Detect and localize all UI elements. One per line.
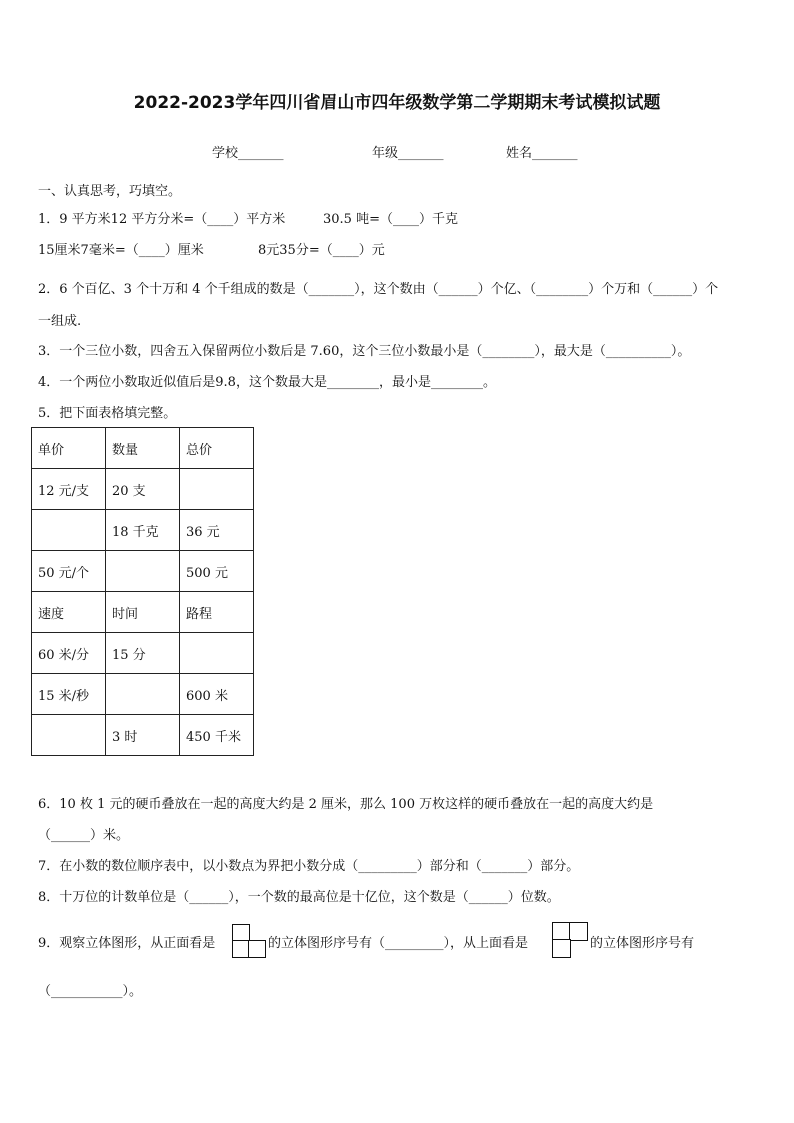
table-cell: 50 元/个 — [32, 551, 106, 592]
question-8: 8．十万位的计数单位是（______），一个数的最高位是十亿位，这个数是（______）位数。 — [38, 890, 560, 905]
table-cell: 15 分 — [106, 633, 180, 674]
table-cell: 12 元/支 — [32, 469, 106, 510]
table-cell: 15 米/秒 — [32, 674, 106, 715]
page-title: 2022-2023学年四川省眉山市四年级数学第二学期期末考试模拟试题 — [133, 93, 661, 113]
name-field: 姓名_______ — [506, 146, 578, 161]
table-cell: 18 千克 — [106, 510, 180, 551]
question-1-part-d: 8元35分=（____）元 — [258, 243, 385, 258]
table-cell — [106, 674, 180, 715]
table-row — [32, 428, 254, 469]
table-cell: 3 时 — [106, 715, 180, 756]
table-row — [32, 633, 254, 674]
question-7: 7．在小数的数位顺序表中，以小数点为界把小数分成（_________）部分和（_______）部分。 — [38, 859, 580, 874]
table-row — [32, 715, 254, 756]
table-cell: 单价 — [32, 428, 106, 469]
table-cell — [180, 469, 254, 510]
front-view-shape-icon — [232, 924, 266, 958]
question-9-part-2: 的立体图形序号有（_________），从上面看是 — [268, 936, 529, 951]
table-cell: 时间 — [106, 592, 180, 633]
question-1-part-a: 1．9 平方米12 平方分米=（____）平方米 — [38, 212, 286, 227]
question-2-line-1: 2．6 个百亿、3 个十万和 4 个千组成的数是（_______），这个数由（______）个亿、（________）个万和（______）个 — [38, 282, 719, 297]
fill-table — [31, 427, 254, 756]
question-9-part-1: 9．观察立体图形，从正面看是 — [38, 936, 216, 951]
question-4: 4．一个两位小数取近似值后是9.8，这个数最大是________，最小是________。 — [38, 375, 496, 390]
section-heading: 一、认真思考，巧填空。 — [38, 184, 182, 199]
question-1-part-c: 15厘米7毫米=（____）厘米 — [38, 243, 204, 258]
table-cell: 36 元 — [180, 510, 254, 551]
question-9-line-2: （___________）。 — [38, 984, 143, 999]
table-cell: 500 元 — [180, 551, 254, 592]
table-cell — [32, 510, 106, 551]
question-3: 3．一个三位小数，四舍五入保留两位小数后是 7.60，这个三位小数最小是（________），最大是（__________）。 — [38, 344, 691, 359]
table-cell: 路程 — [180, 592, 254, 633]
grade-field: 年级_______ — [372, 146, 444, 161]
table-cell: 20 支 — [106, 469, 180, 510]
table-cell: 450 千米 — [180, 715, 254, 756]
table-cell: 600 米 — [180, 674, 254, 715]
question-6-line-2: （______）米。 — [38, 828, 130, 843]
question-1-part-b: 30.5 吨=（____）千克 — [323, 212, 458, 227]
table-row — [32, 592, 254, 633]
table-row — [32, 551, 254, 592]
table-cell: 60 米/分 — [32, 633, 106, 674]
table-cell — [180, 633, 254, 674]
table-cell — [106, 551, 180, 592]
question-9-part-3: 的立体图形序号有 — [590, 936, 695, 951]
question-6-line-1: 6．10 枚 1 元的硬币叠放在一起的高度大约是 2 厘米，那么 100 万枚这样的硬币叠放在一起的高度大约是 — [38, 797, 654, 812]
question-2-line-2: 一组成. — [38, 314, 82, 329]
question-5: 5．把下面表格填完整。 — [38, 406, 177, 421]
school-field: 学校_______ — [212, 146, 284, 161]
table-cell: 总价 — [180, 428, 254, 469]
table-cell: 数量 — [106, 428, 180, 469]
table-cell: 速度 — [32, 592, 106, 633]
table-row — [32, 510, 254, 551]
table-cell — [32, 715, 106, 756]
table-row — [32, 469, 254, 510]
table-row — [32, 674, 254, 715]
top-view-shape-icon — [552, 922, 588, 958]
